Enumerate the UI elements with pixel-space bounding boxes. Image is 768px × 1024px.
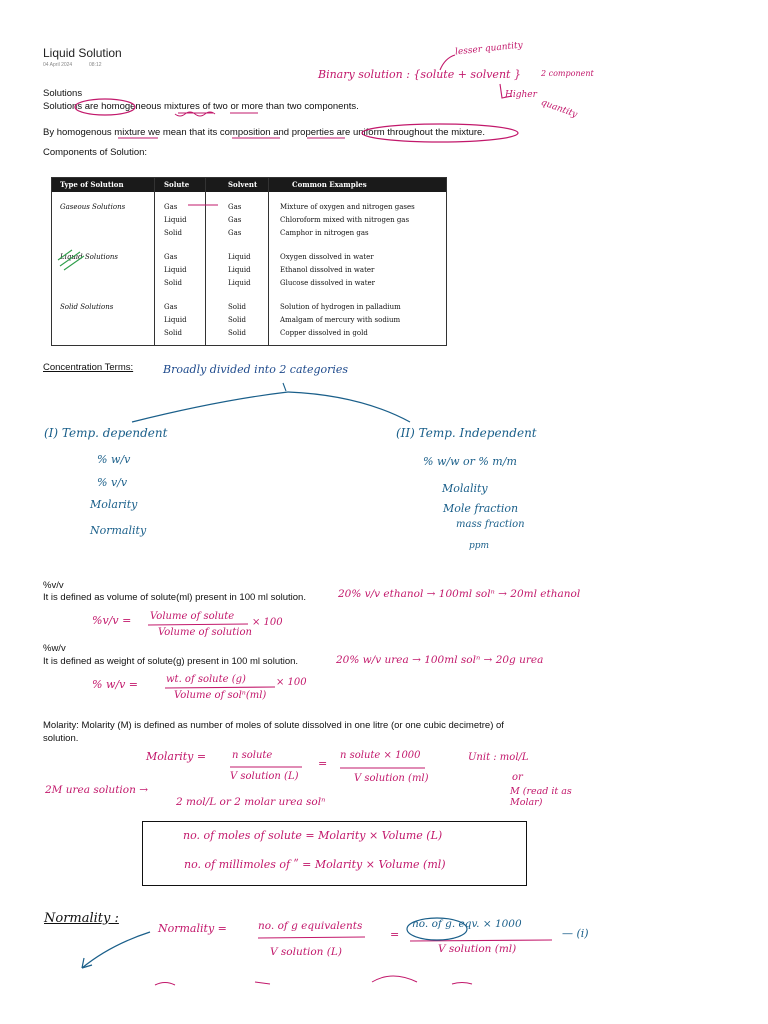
hw-quantity: quantity	[539, 97, 579, 121]
wv-heading: %w/v	[43, 643, 66, 654]
th-examples: Common Examples	[292, 180, 367, 189]
table-cell: Glucose dissolved in water	[280, 279, 376, 287]
page-time: 08:12	[89, 62, 102, 68]
hw-vv-example: 20% v/v ethanol → 100ml solⁿ → 20ml ethanol	[338, 588, 581, 600]
hw-indep-item: Molality	[442, 482, 488, 495]
hw-molarity-num1: n solute	[232, 750, 273, 761]
table-cell: Gas	[228, 216, 242, 224]
hw-two-component: 2 component	[541, 69, 594, 78]
table-cell: Gas	[164, 303, 178, 311]
molarity-definition-cont: solution.	[43, 733, 79, 744]
hw-normality-den1: V solution (L)	[270, 946, 342, 958]
molarity-definition: Molarity: Molarity (M) is defined as number of moles of solute dissolved in one litre (or one cubic decimetre) of	[43, 720, 504, 731]
hw-vv-formula-den: Volume of solution	[158, 627, 252, 638]
table-cell: Solid	[228, 329, 246, 337]
solutions-heading: Solutions	[43, 88, 83, 99]
hw-dep-item: Molarity	[90, 498, 138, 511]
hw-vv-formula-mult: × 100	[252, 617, 283, 628]
wv-definition: It is defined as weight of solute(g) present in 100 ml solution.	[43, 656, 299, 667]
hw-normality-den2: V solution (ml)	[438, 943, 517, 955]
table-group-type: Gaseous Solutions	[60, 203, 126, 211]
table-cell: Chloroform mixed with nitrogen gas	[280, 216, 410, 224]
concentration-heading: Concentration Terms:	[43, 362, 134, 373]
hw-indep-item: % w/w or % m/m	[423, 455, 517, 468]
hw-temp-independent: (II) Temp. Independent	[396, 426, 537, 440]
table-cell: Gas	[164, 203, 178, 211]
table-cell: Liquid	[228, 266, 251, 274]
homogeneous-explanation: By homogenous mixture we mean that its composition and properties are uniform throughout the mixture.	[43, 127, 485, 138]
hw-normality-lhs: Normality =	[158, 922, 227, 935]
table-cell: Liquid	[228, 253, 251, 261]
hw-wv-formula-den: Volume of solⁿ(ml)	[174, 690, 267, 701]
table-cell: Solution of hydrogen in palladium	[280, 303, 401, 311]
components-heading: Components of Solution:	[43, 147, 148, 158]
hw-molarity-lhs: Molarity =	[146, 750, 207, 763]
hw-temp-dependent: (I) Temp. dependent	[44, 426, 168, 440]
hw-molarity-eq: =	[318, 757, 328, 770]
hw-lesser-quantity: lesser quantity	[454, 40, 524, 58]
hw-normality-num2: no. of g. eqv. × 1000	[412, 918, 522, 930]
hw-dep-item: % w/v	[97, 453, 131, 466]
hw-dep-item: Normality	[90, 524, 147, 537]
table-cell: Solid	[228, 303, 246, 311]
hw-higher: Higher	[505, 90, 537, 100]
table-cell: Liquid	[164, 316, 187, 324]
table-cell: Camphor in nitrogen gas	[280, 229, 369, 237]
table-cell: Gas	[228, 203, 242, 211]
table-cell: Liquid	[164, 266, 187, 274]
table-cell: Solid	[164, 229, 182, 237]
vv-heading: %v/v	[43, 580, 64, 591]
hw-binary-solution: Binary solution : {solute + solvent }	[318, 68, 521, 81]
th-solute: Solute	[164, 180, 190, 189]
table-cell: Solid	[164, 329, 182, 337]
hw-molarity-den2: V solution (ml)	[354, 773, 429, 784]
hw-indep-item: Mole fraction	[443, 502, 519, 515]
hw-wv-formula-mult: × 100	[276, 677, 307, 688]
table-cell: Gas	[228, 229, 242, 237]
hw-equation-label: — (i)	[562, 927, 589, 940]
hw-normality-eq: =	[390, 928, 400, 941]
hw-dep-item: % v/v	[97, 476, 128, 489]
table-cell: Liquid	[164, 216, 187, 224]
hw-wv-formula-num: wt. of solute (g)	[166, 674, 246, 685]
table-cell: Oxygen dissolved in water	[280, 253, 374, 261]
hw-broadly-divided: Broadly divided into 2 categories	[163, 363, 349, 376]
hw-vv-formula-num: Volume of solute	[150, 611, 235, 622]
hw-indep-item: mass fraction	[456, 519, 525, 530]
table-cell: Amalgam of mercury with sodium	[280, 316, 401, 324]
hw-vv-formula-lhs: %v/v =	[92, 614, 132, 627]
table-cell: Gas	[164, 253, 178, 261]
table-cell: Copper dissolved in gold	[280, 329, 368, 337]
hw-2m-example: 2M urea solution →	[45, 784, 148, 796]
hw-molarity-num2: n solute × 1000	[340, 750, 421, 761]
solutions-definition: Solutions are homogeneous mixtures of two or more than two components.	[43, 101, 359, 112]
hw-unit: Unit : mol/L	[468, 752, 529, 763]
hw-box-line-2: no. of millimoles of ʺ = Molarity × Volume (ml)	[184, 858, 446, 871]
vv-definition: It is defined as volume of solute(ml) present in 100 ml solution.	[43, 592, 306, 603]
hw-or: or	[512, 772, 523, 783]
table-group-type: Liquid Solutions	[60, 253, 118, 261]
hw-molarity-den1: V solution (L)	[230, 771, 299, 782]
hw-wv-formula-lhs: % w/v =	[92, 678, 138, 691]
hw-box-line-1: no. of moles of solute = Molarity × Volume (L)	[183, 829, 443, 842]
table-cell: Solid	[164, 279, 182, 287]
table-cell: Liquid	[228, 279, 251, 287]
table-cell: Solid	[228, 316, 246, 324]
table-group-type: Solid Solutions	[60, 303, 114, 311]
th-solvent: Solvent	[228, 180, 258, 189]
th-type: Type of Solution	[60, 180, 124, 189]
hw-normality-heading: Normality :	[44, 911, 119, 926]
hw-wv-example: 20% w/v urea → 100ml solⁿ → 20g urea	[336, 654, 544, 666]
table-cell: Mixture of oxygen and nitrogen gases	[280, 203, 415, 211]
hw-indep-item: ppm	[469, 541, 490, 551]
hw-2m-example-rhs: 2 mol/L or 2 molar urea solⁿ	[176, 796, 326, 808]
hw-molar-read: M (read it as Molar)	[510, 786, 572, 808]
hw-normality-num1: no. of g equivalents	[258, 920, 363, 932]
page-date: 04 April 2024	[43, 62, 73, 68]
page-title: Liquid Solution	[43, 46, 122, 60]
table-cell: Ethanol dissolved in water	[280, 266, 375, 274]
